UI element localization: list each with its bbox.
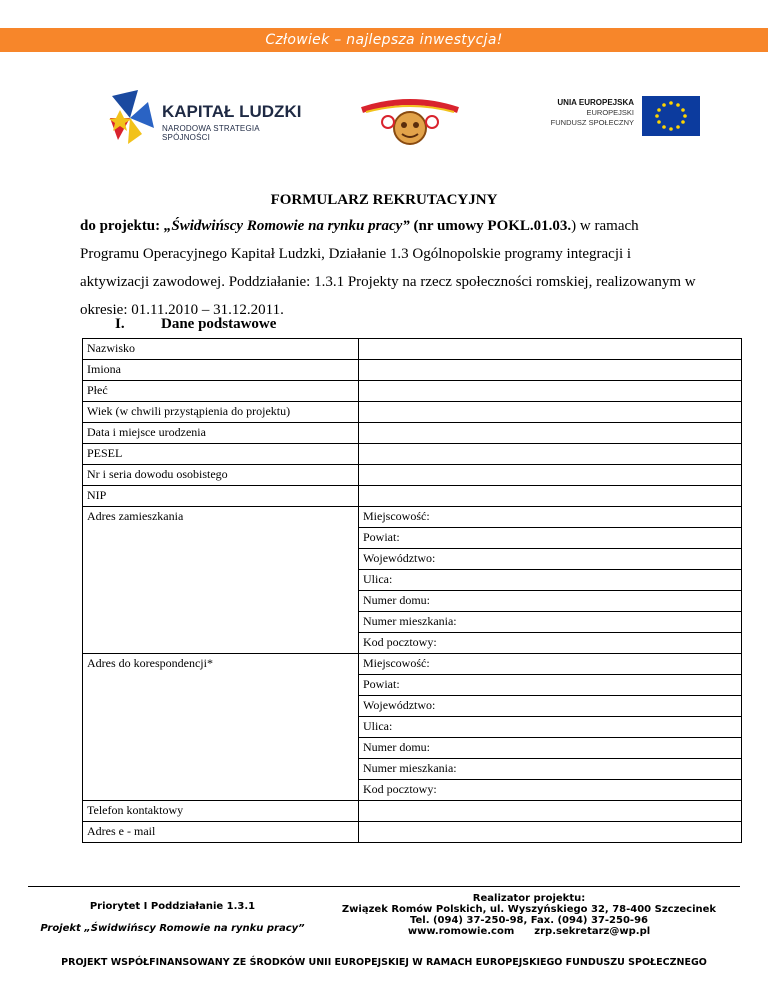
home-city-field[interactable]: Miejscowość: <box>359 507 742 528</box>
kapital-ludzki-subtitle: NARODOWA STRATEGIA SPÓJNOŚCI <box>162 124 260 142</box>
table-row: Płeć <box>83 381 742 402</box>
table-row: NIP <box>83 486 742 507</box>
eu-logo <box>528 96 700 136</box>
id-card-field[interactable] <box>359 465 742 486</box>
project-logo <box>358 92 462 148</box>
corr-flat-number-field[interactable]: Numer mieszkania: <box>359 759 742 780</box>
home-street-field[interactable]: Ulica: <box>359 570 742 591</box>
age-field[interactable] <box>359 402 742 423</box>
project-name: „Świdwińscy Romowie na rynku pracy” <box>163 218 410 234</box>
eu-logo-text: UNIA EUROPEJSKA EUROPEJSKI FUNDUSZ SPOŁECZNY <box>550 98 634 127</box>
corr-city-field[interactable]: Miejscowość: <box>359 654 742 675</box>
slogan-text: Człowiek – najlepsza inwestycja! <box>265 32 503 48</box>
intro-paragraph: do projektu: „Świdwińscy Romowie na rynku pracy” (nr umowy POKL.01.03.) w ramach Programu Operacyjnego Kapitał Ludzki, Działanie 1.3 Ogólnopolskie programy integracji i aktywizacji zawodowej. Poddziałanie: 1.3.1 Projekty na rzecz społeczności romskiej, realizowanym w okresie: 01.11.2010 – 31.12.2011. <box>80 218 696 318</box>
form-title: FORMULARZ REKRUTACYJNY <box>270 192 498 208</box>
first-names-field[interactable] <box>359 360 742 381</box>
nip-field[interactable] <box>359 486 742 507</box>
home-postal-code-field[interactable]: Kod pocztowy: <box>359 633 742 654</box>
kapital-ludzki-logo <box>108 88 308 146</box>
table-row: Adres e - mail <box>83 822 742 843</box>
sex-field[interactable] <box>359 381 742 402</box>
home-house-number-field[interactable]: Numer domu: <box>359 591 742 612</box>
home-voivodeship-field[interactable]: Województwo: <box>359 549 742 570</box>
section-heading: I. Dane podstawowe <box>115 316 277 332</box>
footer-phone: Tel. (094) 37-250-98, Fax. (094) 37-250-96 <box>410 915 648 926</box>
eu-flag-icon <box>642 96 700 136</box>
corr-county-field[interactable]: Powiat: <box>359 675 742 696</box>
surname-field[interactable] <box>359 339 742 360</box>
kapital-ludzki-title: KAPITAŁ LUDZKI <box>162 102 302 121</box>
footer-left <box>40 900 305 944</box>
basic-data-table <box>82 338 742 843</box>
slogan-banner <box>0 28 768 52</box>
table-row: Imiona <box>83 360 742 381</box>
table-row: Nazwisko <box>83 339 742 360</box>
table-row: Telefon kontaktowy <box>83 801 742 822</box>
table-row: Nr i seria dowodu osobistego <box>83 465 742 486</box>
corr-street-field[interactable]: Ulica: <box>359 717 742 738</box>
table-row <box>83 507 742 528</box>
cofinancing-notice: PROJEKT WSPÓŁFINANSOWANY ZE ŚRODKÓW UNII EUROPEJSKIEJ W RAMACH EUROPEJSKIEGO FUNDUSZU SPOŁECZNEGO <box>61 957 707 968</box>
footer-right <box>316 893 742 937</box>
home-flat-number-field[interactable]: Numer mieszkania: <box>359 612 742 633</box>
birth-date-place-field[interactable] <box>359 423 742 444</box>
phone-field[interactable] <box>359 801 742 822</box>
email-field[interactable] <box>359 822 742 843</box>
footer-email-link[interactable]: zrp.sekretarz@wp.pl <box>534 926 651 937</box>
corr-house-number-field[interactable]: Numer domu: <box>359 738 742 759</box>
correspondence-address-label: Adres do korespondencji* <box>83 654 359 801</box>
table-row: Data i miejsce urodzenia <box>83 423 742 444</box>
footer-priority: Priorytet I Poddziałanie 1.3.1 <box>89 901 256 912</box>
table-row <box>83 654 742 675</box>
corr-voivodeship-field[interactable]: Województwo: <box>359 696 742 717</box>
home-address-label: Adres zamieszkania <box>83 507 359 654</box>
table-row: PESEL <box>83 444 742 465</box>
footer-realizator: Realizator projektu: <box>472 893 586 904</box>
footer-divider <box>28 886 740 887</box>
footer-organization: Związek Romów Polskich, ul. Wyszyńskiego 32, 78-400 Szczecinek <box>341 904 717 915</box>
corr-postal-code-field[interactable]: Kod pocztowy: <box>359 780 742 801</box>
footer-www-link[interactable]: www.romowie.com <box>407 926 515 937</box>
pesel-field[interactable] <box>359 444 742 465</box>
footer-project: Projekt „Świdwińscy Romowie na rynku pracy” <box>40 923 305 934</box>
home-county-field[interactable]: Powiat: <box>359 528 742 549</box>
table-row: Wiek (w chwili przystąpienia do projektu) <box>83 402 742 423</box>
project-emblem-icon <box>358 92 462 148</box>
kapital-ludzki-emblem-icon <box>108 88 158 146</box>
